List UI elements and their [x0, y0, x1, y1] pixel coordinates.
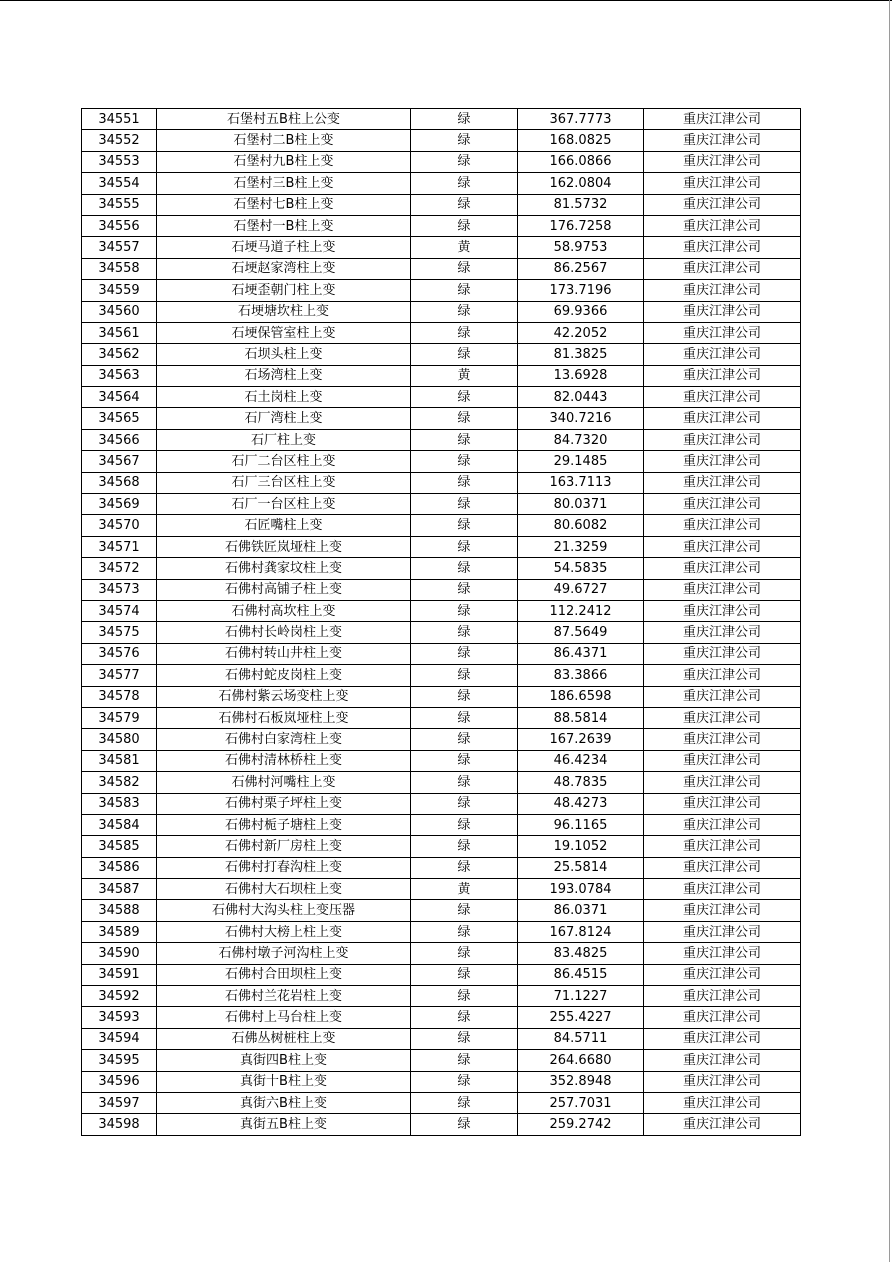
cell-value: 81.3825 — [518, 344, 644, 365]
cell-company: 重庆江津公司 — [644, 558, 801, 579]
cell-value: 86.2567 — [518, 258, 644, 279]
cell-company: 重庆江津公司 — [644, 793, 801, 814]
cell-id: 34571 — [82, 536, 157, 557]
cell-id: 34581 — [82, 750, 157, 771]
cell-name: 石佛村高铺子柱上变 — [157, 579, 411, 600]
cell-value: 58.9753 — [518, 237, 644, 258]
cell-company: 重庆江津公司 — [644, 986, 801, 1007]
cell-status: 绿 — [411, 1007, 518, 1028]
table-row — [82, 515, 801, 536]
cell-company: 重庆江津公司 — [644, 750, 801, 771]
table-row — [82, 814, 801, 835]
cell-status: 绿 — [411, 814, 518, 835]
table-row — [82, 900, 801, 921]
cell-status: 绿 — [411, 408, 518, 429]
cell-company: 重庆江津公司 — [644, 857, 801, 878]
cell-name: 石场湾柱上变 — [157, 365, 411, 386]
cell-company: 重庆江津公司 — [644, 665, 801, 686]
cell-name: 石厂湾柱上变 — [157, 408, 411, 429]
cell-company: 重庆江津公司 — [644, 622, 801, 643]
cell-company: 重庆江津公司 — [644, 215, 801, 236]
cell-status: 黄 — [411, 365, 518, 386]
cell-value: 87.5649 — [518, 622, 644, 643]
table-row — [82, 665, 801, 686]
cell-value: 255.4227 — [518, 1007, 644, 1028]
cell-company: 重庆江津公司 — [644, 879, 801, 900]
table-row — [82, 964, 801, 985]
cell-company: 重庆江津公司 — [644, 194, 801, 215]
cell-status: 绿 — [411, 921, 518, 942]
table-row — [82, 600, 801, 621]
cell-id: 34559 — [82, 280, 157, 301]
cell-status: 绿 — [411, 964, 518, 985]
cell-name: 石厂三台区柱上变 — [157, 472, 411, 493]
cell-name: 石堡村一B柱上变 — [157, 215, 411, 236]
cell-name: 石佛村兰花岩柱上变 — [157, 986, 411, 1007]
cell-name: 石厂一台区柱上变 — [157, 494, 411, 515]
cell-value: 352.8948 — [518, 1071, 644, 1092]
cell-id: 34578 — [82, 686, 157, 707]
page-top-border — [0, 0, 892, 1]
cell-id: 34587 — [82, 879, 157, 900]
cell-status: 绿 — [411, 558, 518, 579]
cell-company: 重庆江津公司 — [644, 258, 801, 279]
cell-name: 石佛村栀子塘柱上变 — [157, 814, 411, 835]
table-row — [82, 322, 801, 343]
cell-id: 34574 — [82, 600, 157, 621]
table-row — [82, 344, 801, 365]
cell-value: 71.1227 — [518, 986, 644, 1007]
cell-name: 石佛铁匠岚垭柱上变 — [157, 536, 411, 557]
cell-id: 34568 — [82, 472, 157, 493]
cell-status: 绿 — [411, 215, 518, 236]
cell-name: 石佛村蛇皮岗柱上变 — [157, 665, 411, 686]
cell-status: 绿 — [411, 344, 518, 365]
cell-value: 80.6082 — [518, 515, 644, 536]
table-row — [82, 643, 801, 664]
cell-id: 34553 — [82, 151, 157, 172]
cell-company: 重庆江津公司 — [644, 707, 801, 728]
cell-value: 42.2052 — [518, 322, 644, 343]
table-row — [82, 258, 801, 279]
cell-value: 48.4273 — [518, 793, 644, 814]
cell-value: 86.4371 — [518, 643, 644, 664]
table-row — [82, 686, 801, 707]
table-row — [82, 707, 801, 728]
cell-name: 石佛村栗子坪柱上变 — [157, 793, 411, 814]
cell-value: 168.0825 — [518, 130, 644, 151]
table-row — [82, 194, 801, 215]
cell-status: 绿 — [411, 622, 518, 643]
cell-company: 重庆江津公司 — [644, 643, 801, 664]
cell-id: 34595 — [82, 1050, 157, 1071]
cell-value: 13.6928 — [518, 365, 644, 386]
cell-value: 25.5814 — [518, 857, 644, 878]
table-row — [82, 408, 801, 429]
table-row — [82, 729, 801, 750]
cell-value: 166.0866 — [518, 151, 644, 172]
cell-company: 重庆江津公司 — [644, 109, 801, 130]
cell-name: 真街五B柱上变 — [157, 1114, 411, 1135]
cell-id: 34572 — [82, 558, 157, 579]
cell-company: 重庆江津公司 — [644, 579, 801, 600]
cell-id: 34590 — [82, 943, 157, 964]
cell-value: 162.0804 — [518, 173, 644, 194]
cell-status: 绿 — [411, 151, 518, 172]
cell-value: 112.2412 — [518, 600, 644, 621]
cell-status: 绿 — [411, 1092, 518, 1113]
cell-value: 84.7320 — [518, 429, 644, 450]
cell-name: 石佛丛树桩柱上变 — [157, 1028, 411, 1049]
table-row — [82, 1028, 801, 1049]
table-row — [82, 986, 801, 1007]
cell-company: 重庆江津公司 — [644, 408, 801, 429]
cell-status: 绿 — [411, 173, 518, 194]
cell-id: 34593 — [82, 1007, 157, 1028]
cell-name: 石匠嘴柱上变 — [157, 515, 411, 536]
table-row — [82, 173, 801, 194]
cell-id: 34583 — [82, 793, 157, 814]
cell-status: 绿 — [411, 750, 518, 771]
cell-id: 34596 — [82, 1071, 157, 1092]
cell-status: 绿 — [411, 387, 518, 408]
cell-value: 83.3866 — [518, 665, 644, 686]
cell-company: 重庆江津公司 — [644, 365, 801, 386]
cell-name: 石佛村龚家坟柱上变 — [157, 558, 411, 579]
cell-value: 80.0371 — [518, 494, 644, 515]
cell-name: 石佛村合田坝柱上变 — [157, 964, 411, 985]
cell-status: 绿 — [411, 900, 518, 921]
cell-id: 34598 — [82, 1114, 157, 1135]
cell-id: 34577 — [82, 665, 157, 686]
cell-value: 163.7113 — [518, 472, 644, 493]
cell-name: 石土岗柱上变 — [157, 387, 411, 408]
cell-id: 34585 — [82, 836, 157, 857]
cell-company: 重庆江津公司 — [644, 921, 801, 942]
table-row — [82, 494, 801, 515]
table-row — [82, 130, 801, 151]
table-row — [82, 151, 801, 172]
table-body — [82, 109, 801, 1136]
cell-name: 石堡村九B柱上变 — [157, 151, 411, 172]
table-row — [82, 921, 801, 942]
cell-company: 重庆江津公司 — [644, 686, 801, 707]
cell-name: 石厂二台区柱上变 — [157, 451, 411, 472]
cell-status: 绿 — [411, 1071, 518, 1092]
cell-status: 绿 — [411, 536, 518, 557]
cell-id: 34569 — [82, 494, 157, 515]
cell-name: 石堡村五B柱上公变 — [157, 109, 411, 130]
table-row — [82, 215, 801, 236]
table-row — [82, 1071, 801, 1092]
cell-status: 绿 — [411, 579, 518, 600]
cell-company: 重庆江津公司 — [644, 344, 801, 365]
cell-name: 石厂柱上变 — [157, 429, 411, 450]
table-row — [82, 558, 801, 579]
cell-name: 石佛村上马台柱上变 — [157, 1007, 411, 1028]
cell-value: 48.7835 — [518, 772, 644, 793]
cell-name: 石佛村打春沟柱上变 — [157, 857, 411, 878]
cell-status: 绿 — [411, 258, 518, 279]
cell-value: 84.5711 — [518, 1028, 644, 1049]
cell-value: 257.7031 — [518, 1092, 644, 1113]
cell-value: 86.4515 — [518, 964, 644, 985]
cell-id: 34586 — [82, 857, 157, 878]
cell-name: 石佛村紫云场变柱上变 — [157, 686, 411, 707]
cell-value: 86.0371 — [518, 900, 644, 921]
cell-name: 石埂保管室柱上变 — [157, 322, 411, 343]
table-row — [82, 879, 801, 900]
cell-id: 34557 — [82, 237, 157, 258]
cell-company: 重庆江津公司 — [644, 772, 801, 793]
cell-value: 29.1485 — [518, 451, 644, 472]
cell-status: 绿 — [411, 729, 518, 750]
cell-status: 绿 — [411, 109, 518, 130]
cell-id: 34555 — [82, 194, 157, 215]
table-row — [82, 280, 801, 301]
cell-status: 绿 — [411, 665, 518, 686]
cell-company: 重庆江津公司 — [644, 836, 801, 857]
cell-value: 83.4825 — [518, 943, 644, 964]
cell-id: 34589 — [82, 921, 157, 942]
table-row — [82, 772, 801, 793]
cell-company: 重庆江津公司 — [644, 943, 801, 964]
cell-id: 34579 — [82, 707, 157, 728]
table-row — [82, 579, 801, 600]
cell-status: 绿 — [411, 707, 518, 728]
cell-company: 重庆江津公司 — [644, 1092, 801, 1113]
cell-status: 黄 — [411, 237, 518, 258]
cell-company: 重庆江津公司 — [644, 387, 801, 408]
cell-company: 重庆江津公司 — [644, 151, 801, 172]
cell-company: 重庆江津公司 — [644, 964, 801, 985]
cell-value: 259.2742 — [518, 1114, 644, 1135]
cell-name: 石佛村河嘴柱上变 — [157, 772, 411, 793]
cell-name: 石坝头柱上变 — [157, 344, 411, 365]
cell-id: 34594 — [82, 1028, 157, 1049]
cell-company: 重庆江津公司 — [644, 515, 801, 536]
cell-name: 石佛村大榜上柱上变 — [157, 921, 411, 942]
cell-company: 重庆江津公司 — [644, 536, 801, 557]
table-row — [82, 451, 801, 472]
cell-status: 绿 — [411, 643, 518, 664]
cell-company: 重庆江津公司 — [644, 301, 801, 322]
cell-name: 真街六B柱上变 — [157, 1092, 411, 1113]
table-row — [82, 237, 801, 258]
cell-value: 54.5835 — [518, 558, 644, 579]
cell-value: 340.7216 — [518, 408, 644, 429]
table-row — [82, 109, 801, 130]
cell-value: 46.4234 — [518, 750, 644, 771]
cell-id: 34584 — [82, 814, 157, 835]
cell-company: 重庆江津公司 — [644, 451, 801, 472]
page-right-edge — [889, 0, 890, 1262]
cell-value: 264.6680 — [518, 1050, 644, 1071]
cell-status: 绿 — [411, 793, 518, 814]
table-row — [82, 429, 801, 450]
cell-value: 19.1052 — [518, 836, 644, 857]
table-row — [82, 622, 801, 643]
cell-id: 34588 — [82, 900, 157, 921]
cell-company: 重庆江津公司 — [644, 1050, 801, 1071]
cell-status: 绿 — [411, 1050, 518, 1071]
cell-value: 21.3259 — [518, 536, 644, 557]
table-row — [82, 943, 801, 964]
cell-status: 绿 — [411, 857, 518, 878]
cell-id: 34565 — [82, 408, 157, 429]
cell-company: 重庆江津公司 — [644, 600, 801, 621]
cell-status: 绿 — [411, 836, 518, 857]
table-row — [82, 387, 801, 408]
cell-id: 34560 — [82, 301, 157, 322]
cell-id: 34558 — [82, 258, 157, 279]
cell-name: 石佛村清林桥柱上变 — [157, 750, 411, 771]
cell-value: 82.0443 — [518, 387, 644, 408]
cell-id: 34575 — [82, 622, 157, 643]
table-row — [82, 472, 801, 493]
cell-value: 49.6727 — [518, 579, 644, 600]
table-row — [82, 750, 801, 771]
table-row — [82, 301, 801, 322]
cell-name: 石埂马道子柱上变 — [157, 237, 411, 258]
cell-company: 重庆江津公司 — [644, 814, 801, 835]
table-row — [82, 1007, 801, 1028]
cell-id: 34552 — [82, 130, 157, 151]
cell-id: 34551 — [82, 109, 157, 130]
cell-id: 34564 — [82, 387, 157, 408]
cell-company: 重庆江津公司 — [644, 237, 801, 258]
cell-name: 石佛村长岭岗柱上变 — [157, 622, 411, 643]
cell-id: 34562 — [82, 344, 157, 365]
cell-value: 69.9366 — [518, 301, 644, 322]
cell-value: 193.0784 — [518, 879, 644, 900]
cell-value: 186.6598 — [518, 686, 644, 707]
cell-status: 绿 — [411, 429, 518, 450]
cell-name: 石堡村三B柱上变 — [157, 173, 411, 194]
cell-id: 34592 — [82, 986, 157, 1007]
cell-id: 34570 — [82, 515, 157, 536]
cell-id: 34597 — [82, 1092, 157, 1113]
cell-id: 34582 — [82, 772, 157, 793]
cell-id: 34566 — [82, 429, 157, 450]
cell-status: 绿 — [411, 472, 518, 493]
cell-status: 黄 — [411, 879, 518, 900]
cell-value: 88.5814 — [518, 707, 644, 728]
cell-status: 绿 — [411, 322, 518, 343]
cell-company: 重庆江津公司 — [644, 429, 801, 450]
table-row — [82, 793, 801, 814]
cell-company: 重庆江津公司 — [644, 1071, 801, 1092]
cell-id: 34567 — [82, 451, 157, 472]
table-row — [82, 1092, 801, 1113]
cell-company: 重庆江津公司 — [644, 900, 801, 921]
cell-name: 石佛村新厂房柱上变 — [157, 836, 411, 857]
cell-name: 石佛村大石坝柱上变 — [157, 879, 411, 900]
cell-name: 石埂歪朝门柱上变 — [157, 280, 411, 301]
cell-company: 重庆江津公司 — [644, 1007, 801, 1028]
cell-name: 石佛村转山井柱上变 — [157, 643, 411, 664]
cell-status: 绿 — [411, 1114, 518, 1135]
cell-company: 重庆江津公司 — [644, 729, 801, 750]
table-row — [82, 1050, 801, 1071]
cell-name: 石埂塘坎柱上变 — [157, 301, 411, 322]
table-row — [82, 365, 801, 386]
table-row — [82, 857, 801, 878]
cell-status: 绿 — [411, 686, 518, 707]
cell-status: 绿 — [411, 494, 518, 515]
cell-id: 34573 — [82, 579, 157, 600]
cell-name: 石佛村白家湾柱上变 — [157, 729, 411, 750]
cell-status: 绿 — [411, 451, 518, 472]
cell-value: 367.7773 — [518, 109, 644, 130]
cell-company: 重庆江津公司 — [644, 173, 801, 194]
cell-company: 重庆江津公司 — [644, 280, 801, 301]
cell-status: 绿 — [411, 515, 518, 536]
cell-status: 绿 — [411, 130, 518, 151]
cell-name: 石佛村大沟头柱上变压器 — [157, 900, 411, 921]
cell-status: 绿 — [411, 772, 518, 793]
cell-id: 34561 — [82, 322, 157, 343]
cell-name: 石埂赵家湾柱上变 — [157, 258, 411, 279]
cell-status: 绿 — [411, 600, 518, 621]
cell-name: 石佛村石板岚垭柱上变 — [157, 707, 411, 728]
cell-id: 34580 — [82, 729, 157, 750]
cell-name: 石堡村七B柱上变 — [157, 194, 411, 215]
cell-status: 绿 — [411, 194, 518, 215]
cell-status: 绿 — [411, 301, 518, 322]
cell-company: 重庆江津公司 — [644, 1114, 801, 1135]
cell-id: 34556 — [82, 215, 157, 236]
cell-company: 重庆江津公司 — [644, 494, 801, 515]
cell-id: 34554 — [82, 173, 157, 194]
cell-name: 真街四B柱上变 — [157, 1050, 411, 1071]
cell-status: 绿 — [411, 986, 518, 1007]
cell-status: 绿 — [411, 280, 518, 301]
table-row — [82, 536, 801, 557]
cell-name: 石佛村高坎柱上变 — [157, 600, 411, 621]
transformer-table — [81, 108, 801, 1136]
cell-company: 重庆江津公司 — [644, 1028, 801, 1049]
cell-name: 石佛村墩子河沟柱上变 — [157, 943, 411, 964]
cell-id: 34563 — [82, 365, 157, 386]
cell-value: 81.5732 — [518, 194, 644, 215]
cell-id: 34576 — [82, 643, 157, 664]
cell-company: 重庆江津公司 — [644, 322, 801, 343]
table-row — [82, 1114, 801, 1135]
cell-id: 34591 — [82, 964, 157, 985]
cell-value: 176.7258 — [518, 215, 644, 236]
table-row — [82, 836, 801, 857]
cell-name: 石堡村二B柱上变 — [157, 130, 411, 151]
cell-status: 绿 — [411, 1028, 518, 1049]
cell-value: 96.1165 — [518, 814, 644, 835]
cell-company: 重庆江津公司 — [644, 130, 801, 151]
cell-status: 绿 — [411, 943, 518, 964]
cell-company: 重庆江津公司 — [644, 472, 801, 493]
cell-name: 真街十B柱上变 — [157, 1071, 411, 1092]
cell-value: 167.8124 — [518, 921, 644, 942]
cell-value: 173.7196 — [518, 280, 644, 301]
cell-value: 167.2639 — [518, 729, 644, 750]
